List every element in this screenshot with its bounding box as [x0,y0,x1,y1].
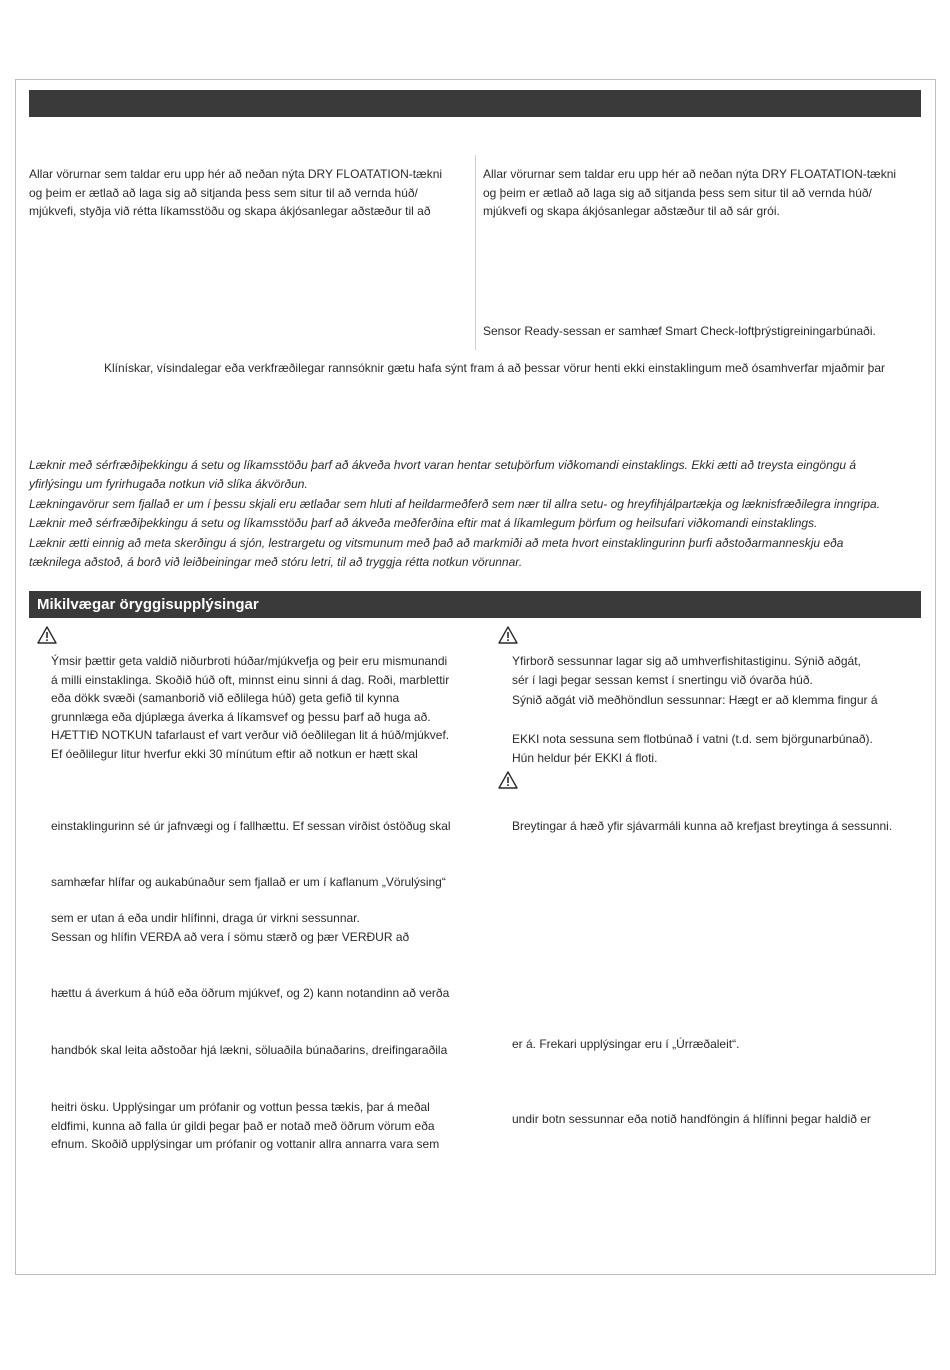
italic-note-3: Læknir ætti einnig að meta skerðingu á sjón, lestrargetu og vitsmunum með það að markmiði að meta hvort einstaklingurinn þurfi aðstoðarmanneskju eða tæknilega aðstoð, á borð við leiðbeiningar með stóru letri, til að tryggja rétta notkun vörunnar. [29,536,844,569]
safety-right-p1: Yfirborð sessunnar lagar sig að umhverfishitastiginu. Sýnið aðgát, sér í lagi þegar sessan kemst í snertingu við óvarða húð. [512,654,861,687]
safety-right-p4: Breytingar á hæð yfir sjávarmáli kunna að krefjast breytinga á sessunni. [512,819,893,833]
safety-left-p2: einstaklingurinn sé úr jafnvægi og í fallhættu. Ef sessan virðist óstöðug skal [51,819,451,833]
safety-left-p6: handbók skal leita aðstoðar hjá lækni, söluaðila búnaðarins, dreifingaraðila [51,1043,448,1057]
italic-note-1: Læknir með sérfræðiþekkingu á setu og líkamsstöðu þarf að ákveða hvort varan hentar setuþörfum viðkomandi einstaklings. Ekki ætti að treysta eingöngu á yfirlýsingu um fyrirhugaða notkun við slíka ákvörðun. [29,458,857,491]
intro-left-text: Allar vörurnar sem taldar eru upp hér að neðan nýta DRY FLOATATION-tækni og þeim er ætlað að laga sig að sitjanda þess sem situr til að vernda húð/ mjúkvefi, styðja við rétta líkamsstöðu og skapa ákjósanlegar aðstæður til að [29,167,443,218]
safety-right-p2: Sýnið aðgát við meðhöndlun sessunnar: Hægt er að klemma fingur á [512,693,878,707]
clinical-text: Klínískar, vísindalegar eða verkfræðilegar rannsóknir gætu hafa sýnt fram á að þessar vörur henti ekki einstaklingum með ósamhverfar mjaðmir þar [104,361,886,375]
column-divider [475,155,476,350]
safety-header: Mikilvægar öryggisupplýsingar [29,591,921,618]
safety-left-p1: Ýmsir þættir geta valdið niðurbroti húðar/mjúkvefja og þeir eru mismunandi á milli einstaklinga. Skoðið húð oft, minnst einu sinni á dag. Roði, marblettir eða dökk svæði (samanborið við eðlilega húð) geta gefið til kynna grunnlæga eða djúplæga áverka á líkamsvef og þessu þarf að huga að. HÆTTIÐ NOTKUN tafarlaust ef vart verður við óeðlilegan lit á húð/mjúkvef. Ef óeðlilegur litur hverfur ekki 30 mínútum eftir að notkun er hætt skal [51,654,450,761]
italic-note-2: Lækningavörur sem fjallað er um í þessu skjali eru ætlaðar sem hluti af heildarmeðferð sem nær til allra setu- og hreyfihjálpartækja og læknisfræðilegra inngripa. Læknir með sérfræðiþekkingu á setu og líkamsstöðu þarf að ákveða meðferðina eftir mat á líkamlegum þörfum og heilsufari viðkomandi einstaklings. [29,497,881,530]
warning-icon [498,626,518,644]
safety-left-p4: sem er utan á eða undir hlífinni, draga úr virkni sessunnar. Sessan og hlífin VERÐA að vera í sömu stærð og þær VERÐUR að [51,911,410,944]
safety-right-p5: er á. Frekari upplýsingar eru í „Úrræðaleit“. [512,1037,740,1051]
safety-left-p7: heitri ösku. Upplýsingar um prófanir og vottun þessa tækis, þar á meðal eldfimi, kunna að falla úr gildi þegar það er notað með öðrum vörum eða efnum. Skoðið upplýsingar um prófanir og vottanir allra annarra vara sem [51,1100,440,1151]
intro-right-text: Allar vörurnar sem taldar eru upp hér að neðan nýta DRY FLOATATION-tækni og þeim er ætlað að laga sig að sitjanda þess sem situr til að vernda húð/ mjúkvefi og skapa ákjósanlegar aðstæður til að sár grói. [483,167,897,218]
safety-right-p6: undir botn sessunnar eða notið handföngin á hlífinni þegar haldið er [512,1112,871,1126]
header-bar [29,90,921,117]
safety-right-p3: EKKI nota sessuna sem flotbúnað í vatni (t.d. sem björgunarbúnað). Hún heldur þér EKKI á floti. [512,732,873,765]
sensor-ready-text: Sensor Ready-sessan er samhæf Smart Check-loftþrýstigreiningarbúnaði. [483,324,876,338]
warning-icon [498,771,518,789]
warning-icon [37,626,57,644]
safety-left-p3: samhæfar hlífar og aukabúnaður sem fjallað er um í kaflanum „Vörulýsing“ [51,875,446,889]
safety-left-p5: hættu á áverkum á húð eða öðrum mjúkvef, og 2) kann notandinn að verða [51,986,450,1000]
